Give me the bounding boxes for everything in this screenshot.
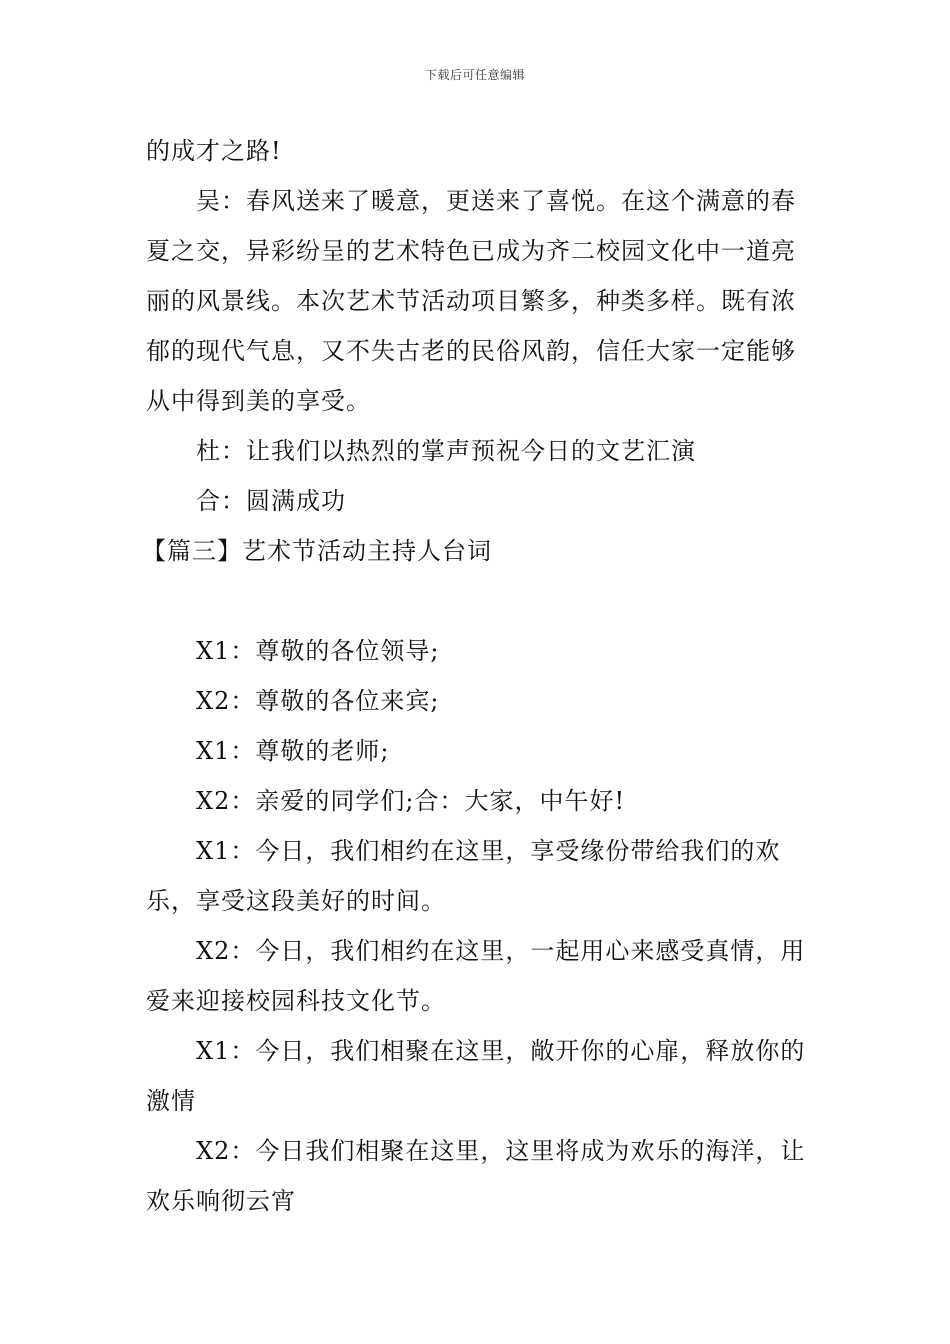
paragraph-x2-today-1: X2：今日，我们相约在这里，一起用心来感受真情，用爱来迎接校园科技文化节。 — [146, 937, 806, 1015]
paragraph-x2-guests: X2：尊敬的各位来宾; — [196, 687, 440, 715]
paragraph-du: 杜：让我们以热烈的掌声预祝今日的文艺汇演 — [196, 437, 696, 465]
paragraph-x1-today-1: X1：今日，我们相约在这里，享受缘份带给我们的欢乐，享受这段美好的时间。 — [146, 837, 781, 915]
blank-line — [146, 576, 810, 626]
paragraph-continuation: 的成才之路! — [146, 137, 282, 165]
paragraph-x2-students: X2：亲爱的同学们;合：大家，中午好! — [196, 787, 626, 815]
document-body — [142, 126, 810, 1226]
page-header: 下载后可任意编辑 — [424, 68, 525, 82]
paragraph-x1-leaders: X1：尊敬的各位领导; — [196, 637, 440, 665]
paragraph-x2-today-2: X2：今日我们相聚在这里，这里将成为欢乐的海洋，让欢乐响彻云宵 — [146, 1137, 806, 1215]
paragraph-wu: 吴：春风送来了暖意，更送来了喜悦。在这个满意的春夏之交，异彩纷呈的艺术特色已成为齐二校园文化中一道亮丽的风景线。本次艺术节活动项目繁多，种类多样。既有浓郁的现代气息，又不失古老的民俗风韵，信任大家一定能够从中得到美的享受。 — [146, 187, 796, 415]
paragraph-together: 合：圆满成功 — [196, 487, 346, 515]
paragraph-x1-teachers: X1：尊敬的老师; — [196, 737, 390, 765]
section-heading: 【篇三】艺术节活动主持人台词 — [142, 537, 492, 565]
paragraph-x1-today-2: X1：今日，我们相聚在这里，敞开你的心扉，释放你的激情 — [146, 1037, 806, 1115]
